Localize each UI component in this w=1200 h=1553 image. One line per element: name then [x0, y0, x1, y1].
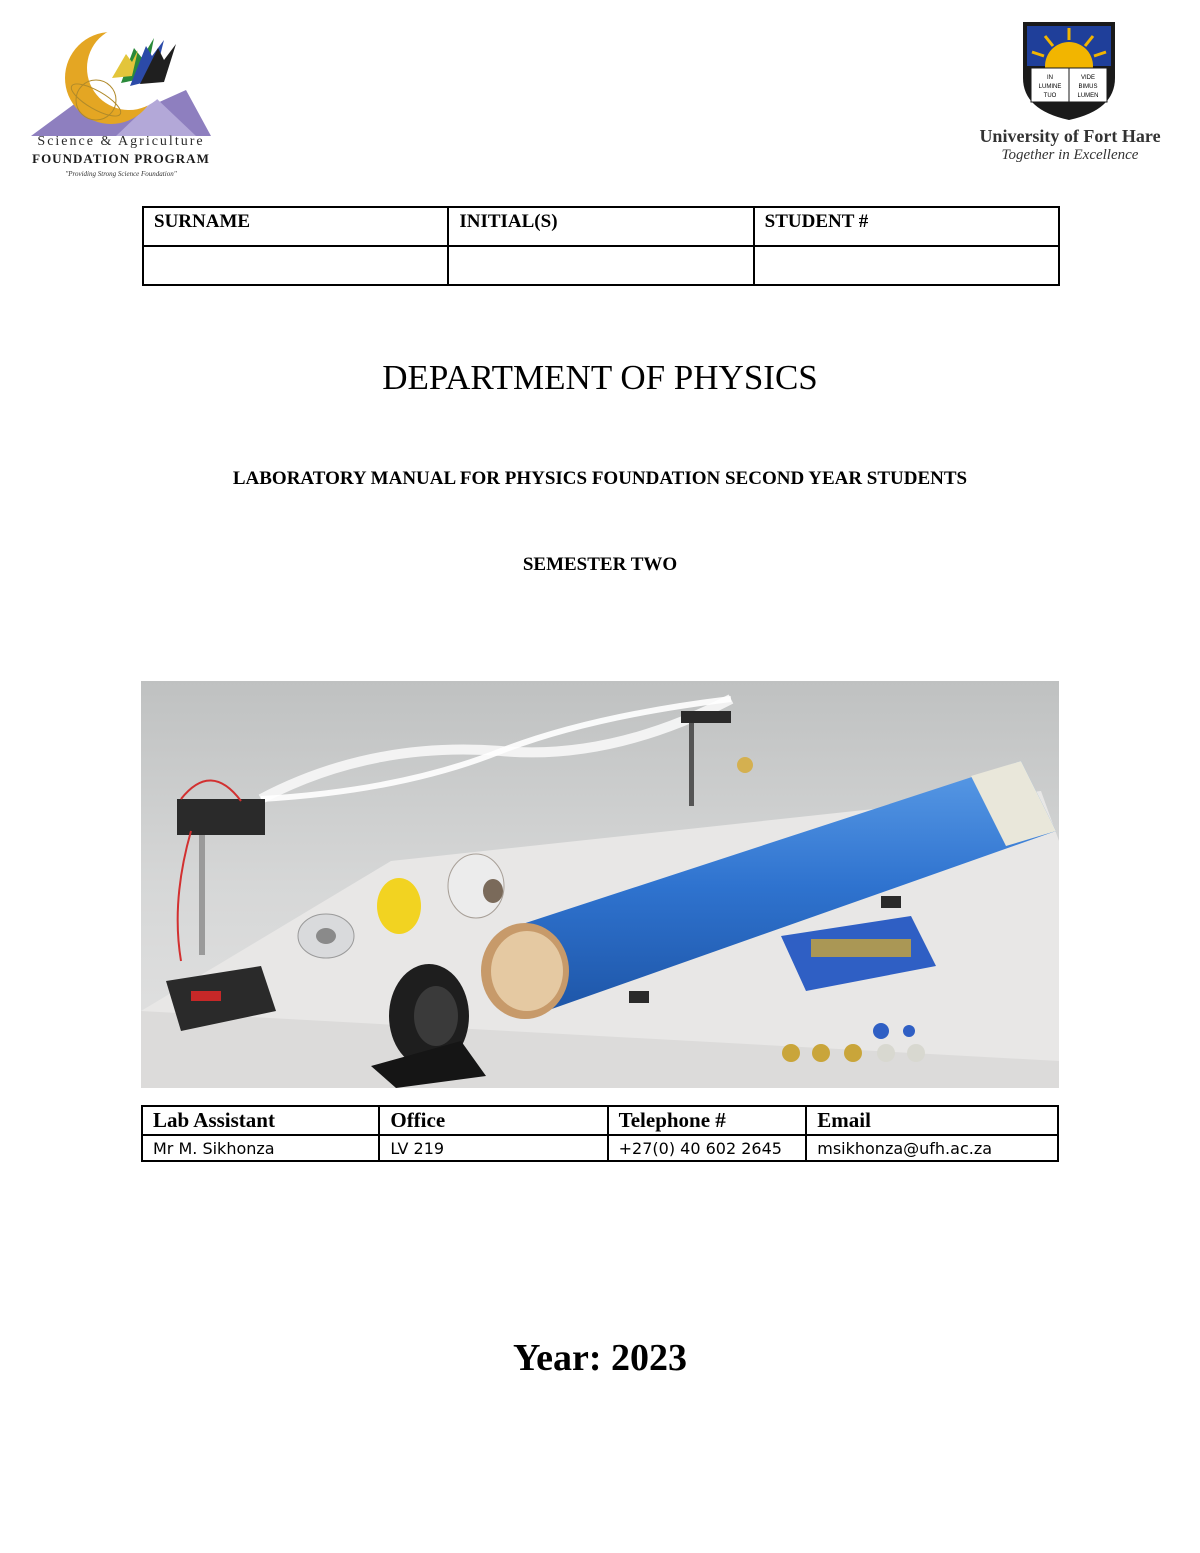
lab-assistant-header: Lab Assistant [142, 1106, 379, 1135]
university-fort-hare-logo [960, 18, 1180, 168]
student-info-table [142, 206, 1060, 286]
email-header: Email [806, 1106, 1058, 1135]
logo-tagline: "Providing Strong Science Foundation" [65, 170, 177, 178]
university-name: University of Fort Hare [979, 126, 1161, 146]
logo-line-foundation-program: FOUNDATION PROGRAM [32, 151, 210, 166]
surname-header: SURNAME [143, 207, 448, 246]
motto-word-4: BIMUS [1078, 84, 1098, 90]
office-value: LV 219 [379, 1135, 607, 1161]
department-title: DEPARTMENT OF PHYSICS [382, 358, 818, 397]
contact-row [142, 1135, 1058, 1161]
email-value: msikhonza@ufh.ac.za [806, 1135, 1058, 1161]
student-info-header-row [143, 207, 1059, 246]
motto-word-5: TUO [1043, 93, 1057, 99]
logo-line-science-agriculture: Science & Agriculture [37, 134, 205, 149]
office-header: Office [379, 1106, 607, 1135]
student-number-field[interactable] [754, 246, 1059, 285]
student-info-value-row [143, 246, 1059, 285]
motto-word-1: IN [1047, 75, 1053, 81]
year-label: Year: 2023 [512, 1337, 688, 1379]
manual-title: LABORATORY MANUAL FOR PHYSICS FOUNDATION SECOND YEAR STUDENTS [232, 468, 968, 489]
surname-field[interactable] [143, 246, 448, 285]
telephone-value: +27(0) 40 602 2645 [608, 1135, 807, 1161]
telephone-header: Telephone # [608, 1106, 807, 1135]
science-agriculture-logo [26, 18, 216, 186]
motto-word-3: LUMINE [1038, 84, 1062, 90]
student-number-header: STUDENT # [754, 207, 1059, 246]
lab-assistant-contact-table [141, 1105, 1059, 1162]
motto-word-6: LUMEN [1077, 93, 1099, 99]
lab-equipment-illustration [141, 681, 1059, 1088]
semester-label: SEMESTER TWO [522, 554, 678, 575]
initials-header: INITIAL(S) [448, 207, 753, 246]
university-crest-icon [960, 18, 1180, 123]
contact-header-row [142, 1106, 1058, 1135]
lab-assistant-name: Mr M. Sikhonza [142, 1135, 379, 1161]
motto-word-2: VIDE [1080, 75, 1096, 81]
foundation-program-emblem-icon [26, 18, 216, 138]
university-slogan: Together in Excellence [1001, 147, 1139, 163]
lab-equipment-photo [141, 681, 1059, 1088]
initials-field[interactable] [448, 246, 753, 285]
